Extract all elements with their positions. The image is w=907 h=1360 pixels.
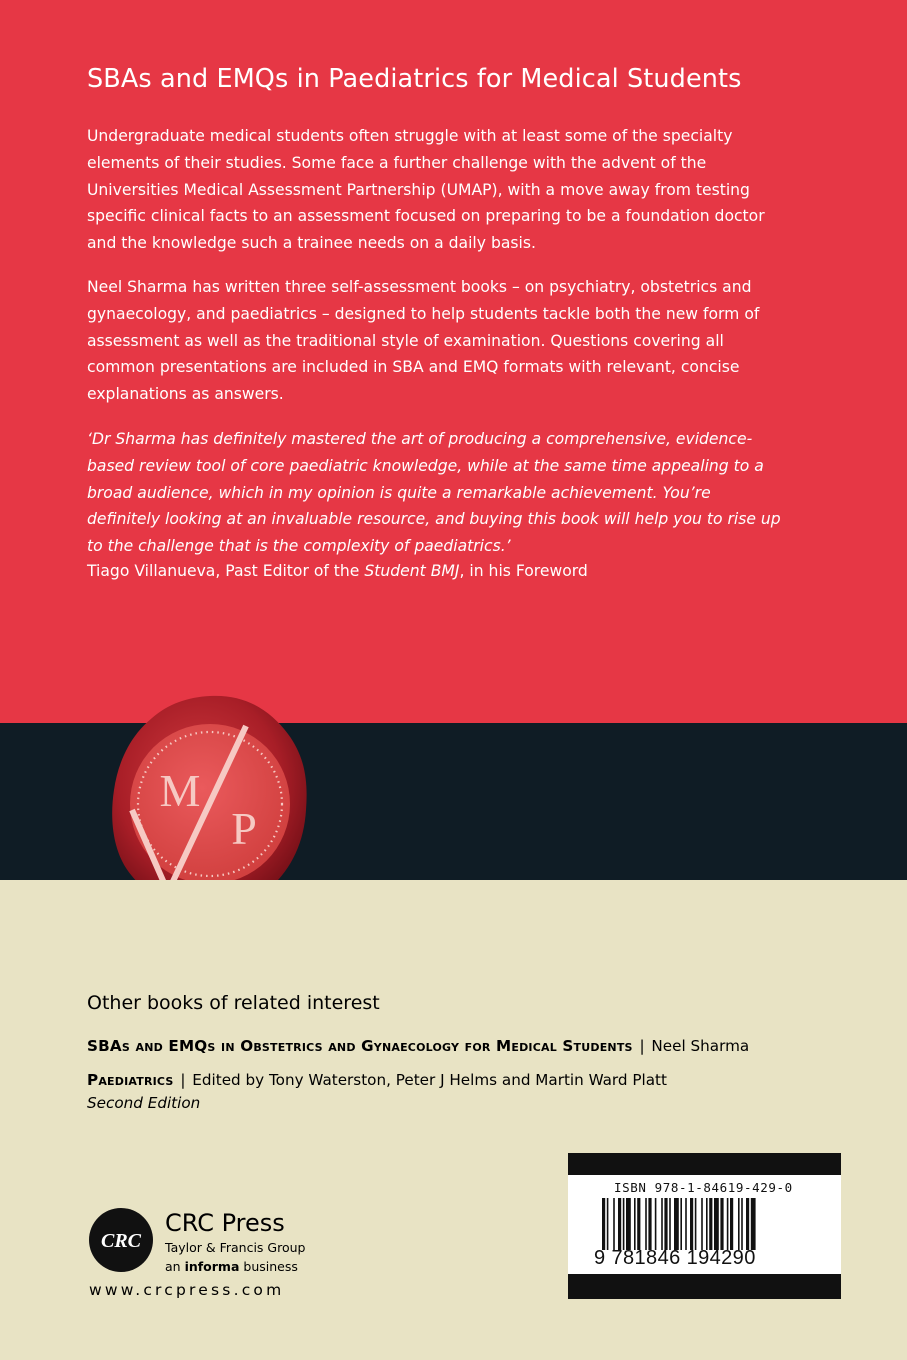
publisher-group: Taylor & Francis Group (165, 1240, 306, 1255)
related-book-1-title: SBAs and EMQs in Obstetrics and Gynaecology for Medical Students (87, 1037, 633, 1055)
crc-logo-icon (88, 1207, 154, 1273)
informa-prefix: an (165, 1259, 185, 1274)
seal-letter-bottom: P (231, 803, 257, 854)
related-book-1 (87, 1037, 749, 1055)
informa-bold: informa (184, 1259, 240, 1274)
barcode-digits: 9 781846 194290 (594, 1247, 756, 1269)
attribution-suffix: , in his Foreword (459, 562, 588, 580)
informa-suffix: business (239, 1259, 298, 1274)
crc-logo-text: CRC (100, 1230, 142, 1252)
publisher-informa-tagline (165, 1259, 298, 1274)
publisher-url: www.crcpress.com (89, 1281, 285, 1299)
related-book-1-separator: | (639, 1037, 645, 1055)
attribution-publication: Student BMJ (364, 562, 460, 580)
isbn-barcode-box (568, 1153, 841, 1299)
barcode-icon (602, 1198, 802, 1250)
related-book-2-title: Paediatrics (87, 1071, 174, 1089)
related-book-2-authors: Edited by Tony Waterston, Peter J Helms and Martin Ward Platt (192, 1071, 667, 1089)
isbn-label-area (568, 1175, 841, 1274)
review-quote: ‘Dr Sharma has definitely mastered the art of producing a comprehensive, evidence-based review tool of core paediatric knowledge, while at the same time appealing to a broad audience, which in my opinion is quite a remarkable achievement. You’re definitely looking at an invaluable resource, and buying this book will help you to rise up to the challenge that is the complexity of paediatrics.’ (87, 430, 781, 556)
description-paragraph-1: Undergraduate medical students often struggle with at least some of the specialty elements of their studies. Some face a further challenge with the advent of the Universities Medical Assessment Partnership (UMAP), with a move away from testing specific clinical facts to an assessment focused on preparing to be a foundation doctor and the knowledge such a trainee needs on a daily basis. (87, 127, 765, 253)
isbn-number: ISBN 978-1-84619-429-0 (614, 1180, 793, 1195)
related-book-1-authors: Neel Sharma (651, 1037, 750, 1055)
book-title: SBAs and EMQs in Paediatrics for Medical Students (87, 64, 742, 94)
related-book-2-edition: Second Edition (87, 1094, 201, 1112)
publisher-name: CRC Press (165, 1209, 285, 1237)
attribution-prefix: Tiago Villanueva, Past Editor of the (87, 562, 365, 580)
seal-letter-top: M (159, 765, 201, 816)
related-book-2 (87, 1071, 667, 1089)
related-book-2-separator: | (180, 1071, 186, 1089)
quote-attribution (87, 558, 787, 585)
description-paragraph-2: Neel Sharma has written three self-assessment books – on psychiatry, obstetrics and gynaecology, and paediatrics – designed to help students tackle both the new form of assessment as well as the traditional style of examination. Questions covering all common presentations are included in SBA and EMQ formats with relevant, concise explanations as answers. (87, 278, 760, 404)
related-books-heading: Other books of related interest (87, 992, 380, 1014)
